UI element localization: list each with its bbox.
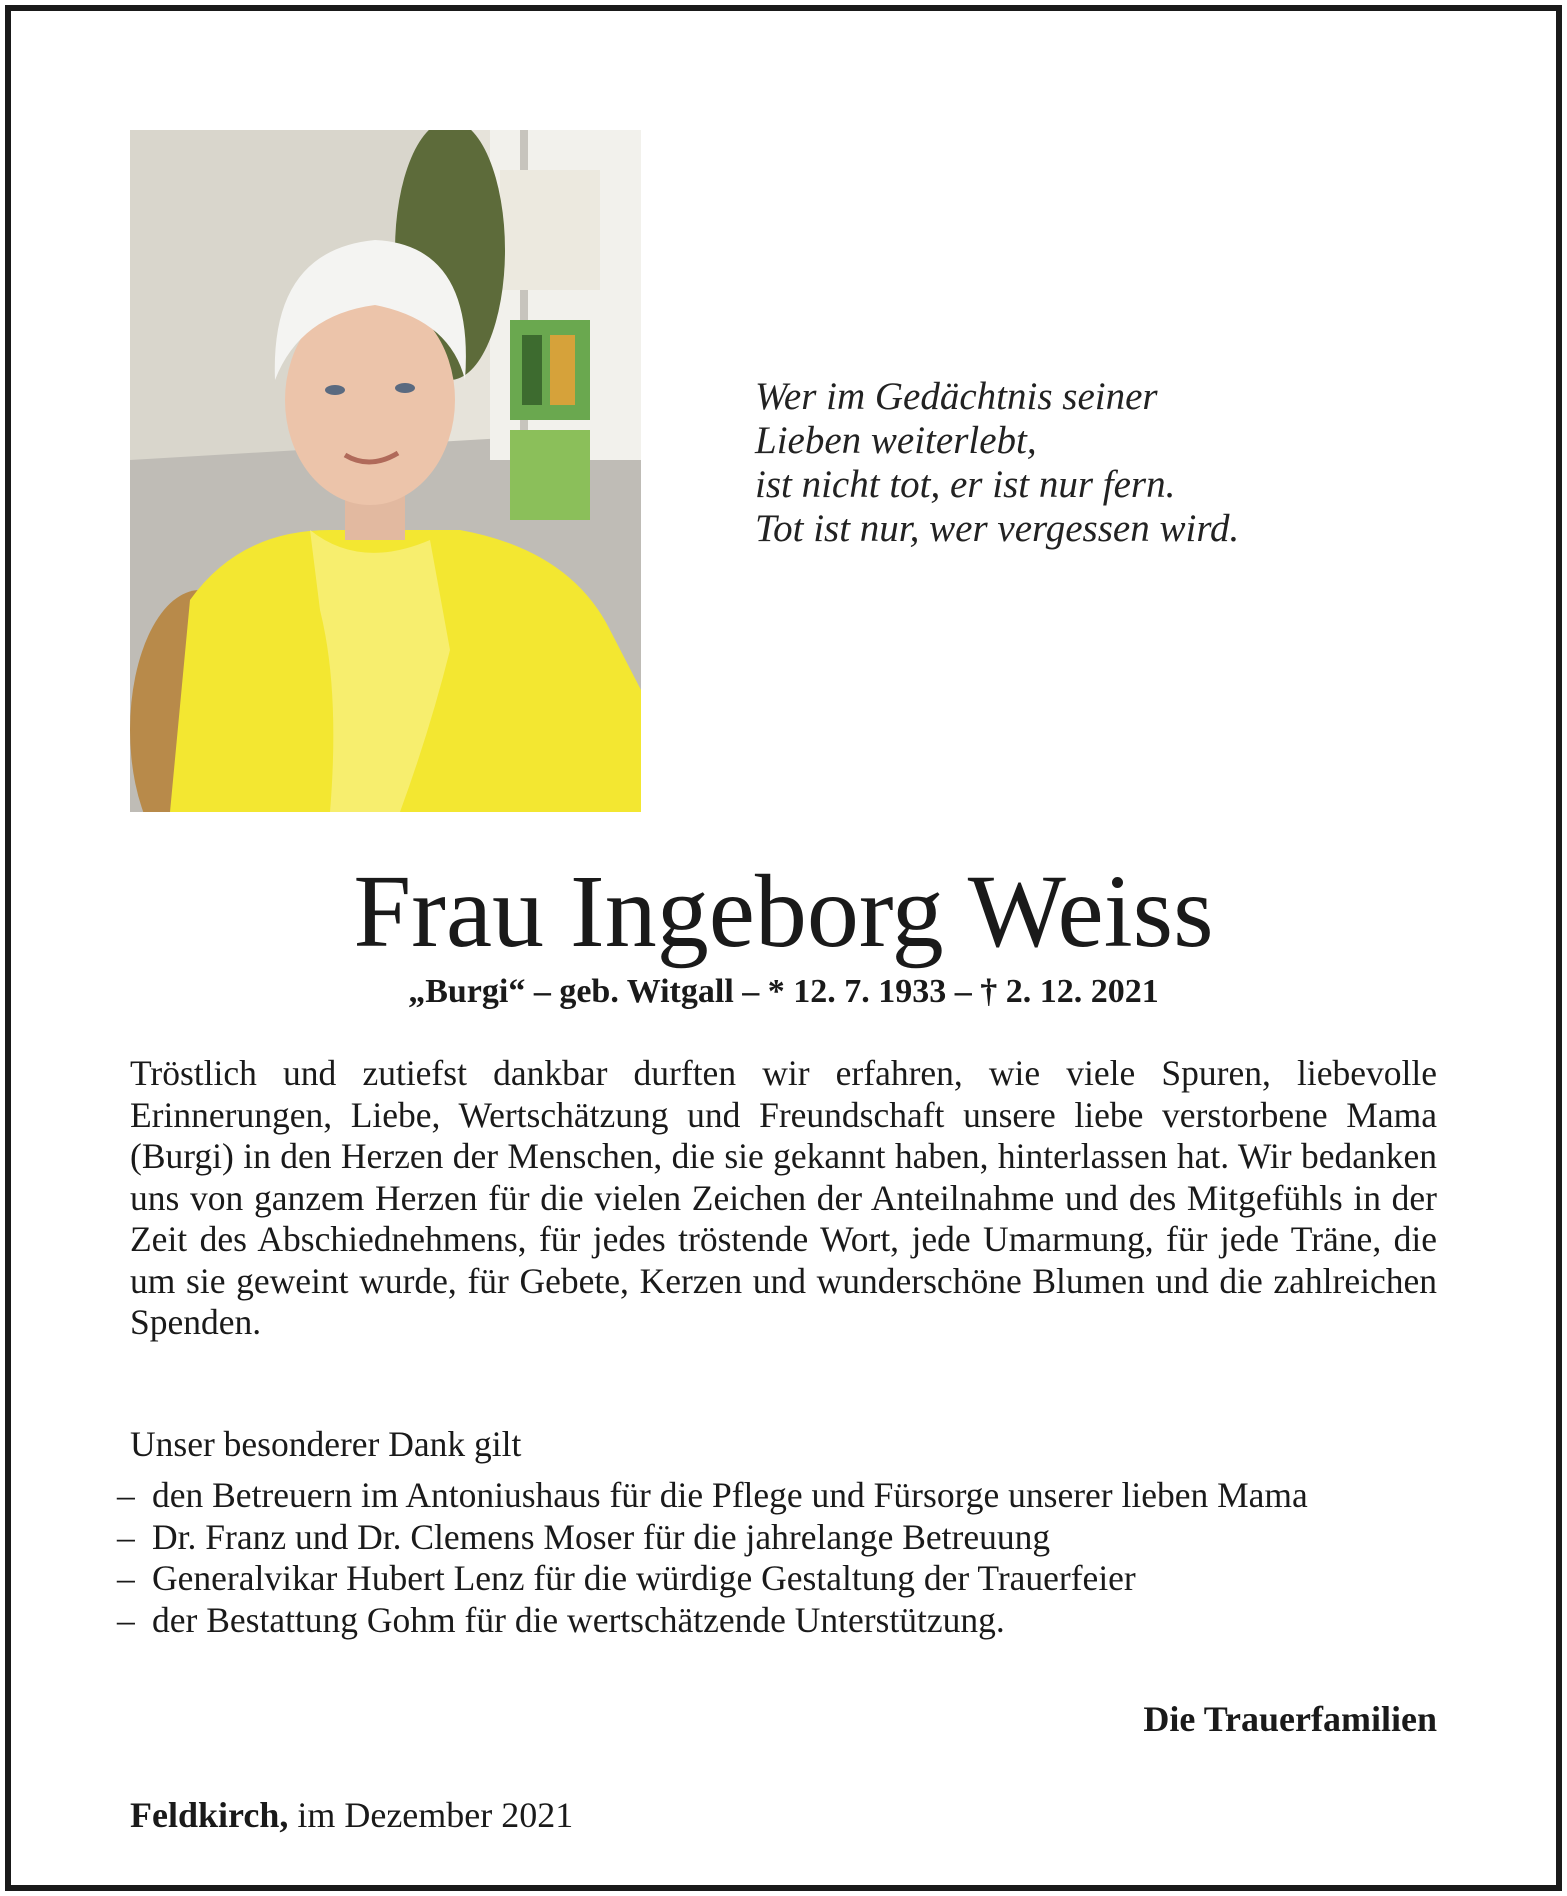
- list-item-text: Dr. Franz und Dr. Clemens Moser für die jahrelange Betreuung: [152, 1516, 1051, 1557]
- poem-line: Lieben weiterlebt,: [755, 419, 1037, 462]
- dash-bullet: –: [117, 1516, 135, 1557]
- poem-line: Tot ist nur, wer vergessen wird.: [755, 507, 1240, 550]
- list-item-text: der Bestattung Gohm für die wertschätzende Unterstützung.: [152, 1599, 1005, 1640]
- list-item-text: Generalvikar Hubert Lenz für die würdige Gestaltung der Trauerfeier: [152, 1558, 1136, 1598]
- thank-you-paragraph: Tröstlich und zutiefst dankbar durften wir erfahren, wie viele Spuren, liebevolle Erinnerungen, Liebe, Wertschätzung und Freundschaft unsere liebe verstorbene Mama (Burgi) in den Herzen der Menschen, die sie gekannt haben, hinterlassen hat. Wir bedanken uns von ganzem Herzen für die vielen Zeichen der Anteilnahme und des Mitgefühls in der Zeit des Abschiednehmens, für jedes tröstende Wort, jede Umarmung, für jede Träne, die um sie geweint wurde, für Gebete, Kerzen und wunderschöne Blumen und die zahlreichen Spenden.: [130, 1053, 1437, 1342]
- place-and-date: [130, 1793, 573, 1837]
- list-item: [117, 1600, 1457, 1642]
- list-item: [117, 1517, 1457, 1559]
- dash-bullet: –: [117, 1599, 135, 1640]
- place-name: Feldkirch,: [130, 1795, 289, 1835]
- deceased-name: Frau Ingeborg Weiss: [353, 854, 1214, 969]
- dash-bullet: –: [117, 1475, 135, 1515]
- thanks-list: [117, 1475, 1457, 1641]
- date-text: im Dezember 2021: [297, 1795, 574, 1835]
- list-item: [117, 1475, 1457, 1517]
- list-item: [117, 1558, 1457, 1600]
- deceased-details: „Burgi“ – geb. Witgall – * 12. 7. 1933 – † 2. 12. 2021: [408, 973, 1159, 1010]
- dash-bullet: –: [117, 1558, 135, 1598]
- signature: Die Trauerfamilien: [1143, 1699, 1437, 1739]
- poem-line: ist nicht tot, er ist nur fern.: [755, 463, 1176, 506]
- thanks-intro: Unser besonderer Dank gilt: [130, 1424, 522, 1464]
- portrait-photo: [130, 130, 641, 812]
- poem-line: Wer im Gedächtnis seiner: [755, 375, 1158, 418]
- memorial-poem: [755, 375, 1355, 551]
- list-item-text: den Betreuern im Antoniushaus für die Pflege und Fürsorge unserer lieben Mama: [152, 1475, 1308, 1515]
- portrait-photo-icon: [130, 130, 641, 812]
